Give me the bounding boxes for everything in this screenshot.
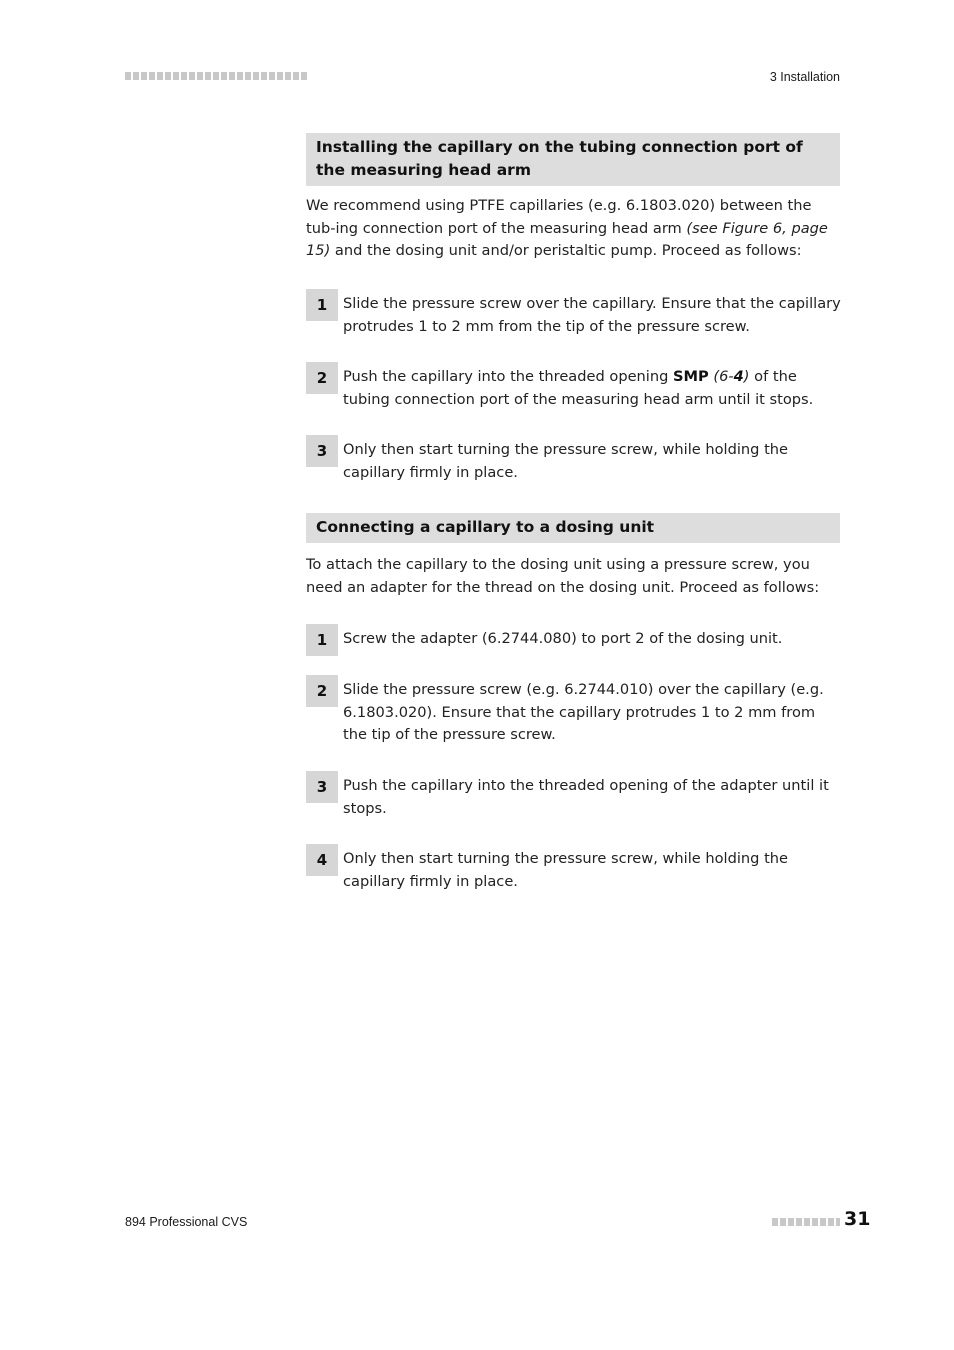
page-number: 31 (844, 1208, 871, 1230)
header-decoration (125, 72, 308, 80)
component-label-smp: SMP (673, 368, 709, 385)
step-text: Slide the pressure screw (e.g. 6.2744.010) over the capillary (e.g. 6.1803.020). Ensure that the capillary protrudes 1 to 2 mm from the tip of the pressure screw. (343, 681, 824, 743)
step-number: 1 (306, 289, 338, 321)
ref-item-number: 4 (733, 368, 744, 385)
section-heading-installing-capillary: Installing the capillary on the tubing connection port of the measuring head arm (306, 133, 840, 186)
step-number: 4 (306, 844, 338, 876)
section-heading-connecting-capillary: Connecting a capillary to a dosing unit (306, 513, 840, 543)
step-number: 3 (306, 771, 338, 803)
ref-part: ) (743, 368, 750, 385)
figure-reference-link[interactable]: (see Figure 6, page 15) (306, 219, 828, 259)
intro-text-end: and the dosing unit and/or peristaltic pump. Proceed as follows: (330, 242, 802, 259)
footer-product-name: 894 Professional CVS (125, 1215, 248, 1229)
section2-intro: To attach the capillary to the dosing unit using a pressure screw, you need an adapter for the thread on the dosing unit. Proceed as follows: (306, 556, 820, 596)
step-text-part: Push the capillary into the threaded opening (343, 368, 674, 385)
step-text: Screw the adapter (6.2744.080) to port 2 of the dosing unit. (343, 630, 783, 647)
running-header-chapter: 3 Installation (769, 70, 840, 84)
step-text (343, 366, 843, 411)
step-number: 2 (306, 362, 338, 394)
step-number: 3 (306, 435, 338, 467)
step-text-part: of the tubing connection port of the measuring head arm until it stops. (343, 368, 814, 408)
step-text: Only then start turning the pressure screw, while holding the capillary firmly in place. (343, 441, 789, 481)
section1-intro (306, 195, 842, 263)
step-text: Push the capillary into the threaded opening of the adapter until it stops. (343, 777, 829, 817)
step-text: Slide the pressure screw over the capillary. Ensure that the capillary protrudes 1 to 2 mm from the tip of the pressure screw. (343, 295, 841, 335)
ref-part: (6- (708, 368, 734, 385)
step-number: 1 (306, 624, 338, 656)
step-number: 2 (306, 675, 338, 707)
figure-item-reference[interactable] (709, 368, 750, 385)
footer-decoration (772, 1218, 840, 1226)
intro-text: We recommend using PTFE capillaries (e.g. 6.1803.020) between the tub-ing connection port of the measuring head arm (306, 197, 812, 237)
step-text: Only then start turning the pressure screw, while holding the capillary firmly in place. (343, 850, 789, 890)
